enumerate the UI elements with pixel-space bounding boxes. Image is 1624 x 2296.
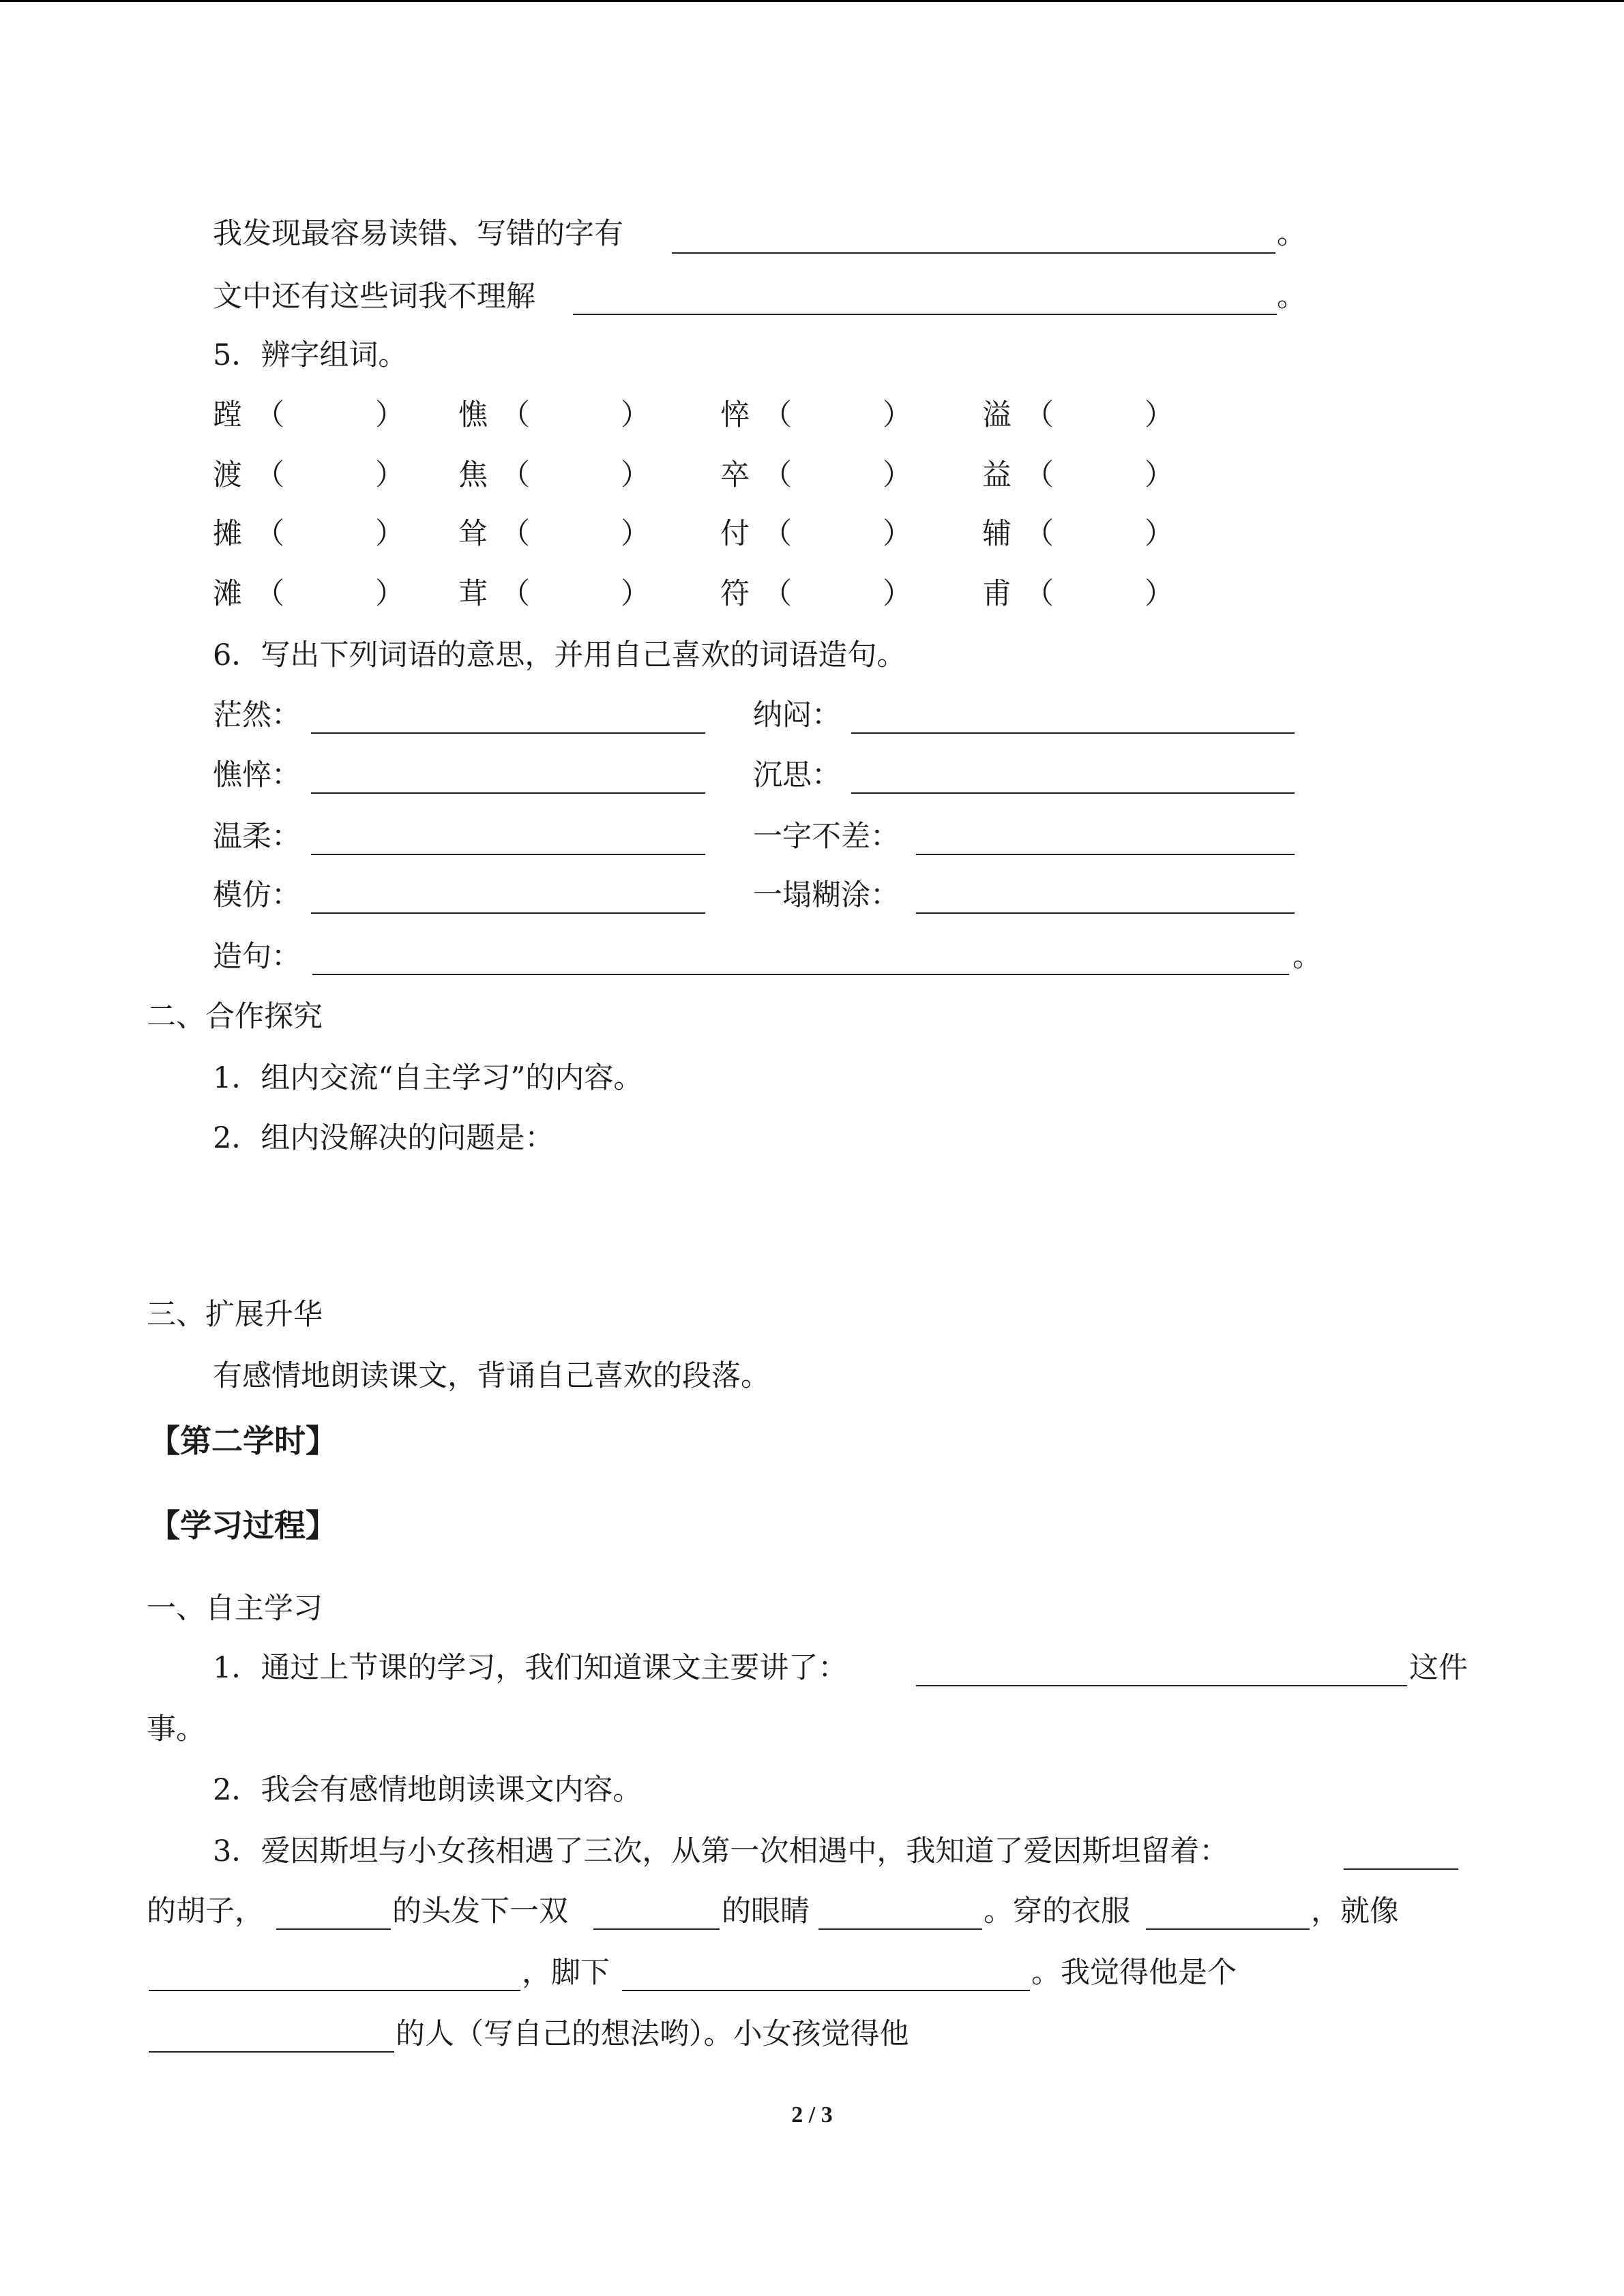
q6-right-term: 一塌糊涂： xyxy=(753,878,900,912)
q5-paren-open: （ xyxy=(763,517,792,551)
lesson2-heading: 一、自主学习 xyxy=(147,1592,323,1626)
section2-heading: 二、合作探究 xyxy=(147,1000,323,1034)
q5-paren-close: ） xyxy=(883,398,912,432)
q6-left-blank[interactable] xyxy=(311,854,705,855)
q5-paren-open: （ xyxy=(1024,398,1054,432)
q5-char: 茸 xyxy=(458,577,488,611)
person-blank[interactable] xyxy=(149,2051,394,2053)
sentence-end: 。 xyxy=(1293,940,1322,974)
q5-paren-close: ） xyxy=(1145,517,1174,551)
hair-label: 的头发下一双 xyxy=(392,1894,568,1928)
q6-left-term: 模仿： xyxy=(213,878,301,912)
section2-item1: 1．组内交流“自主学习”的内容。 xyxy=(213,1061,643,1095)
q5-paren-open: （ xyxy=(501,458,530,492)
words-prompt: 文中还有这些词我不理解 xyxy=(213,280,535,314)
q5-paren-open: （ xyxy=(763,577,792,611)
q5-char: 甫 xyxy=(982,577,1012,611)
q5-paren-close: ） xyxy=(1145,398,1174,432)
person-label: 的人（写自己的想法哟）。小女孩觉得他 xyxy=(396,2017,909,2051)
feet-label: ，脚下 xyxy=(522,1956,610,1990)
think-label: 。我觉得他是个 xyxy=(1031,1956,1237,1990)
q6-right-blank[interactable] xyxy=(916,854,1295,855)
main-content-blank[interactable] xyxy=(916,1685,1407,1686)
q5-title: 5．辨字组词。 xyxy=(213,338,408,372)
top-border xyxy=(0,0,1624,2)
clothes-lead-blank[interactable] xyxy=(818,1928,982,1930)
q5-paren-open: （ xyxy=(763,398,792,432)
q5-paren-close: ） xyxy=(621,517,650,551)
q5-paren-open: （ xyxy=(1024,517,1054,551)
q6-left-term: 憔悴： xyxy=(213,758,301,792)
q6-left-blank[interactable] xyxy=(311,732,705,734)
q5-char: 耸 xyxy=(458,517,488,551)
q5-char: 益 xyxy=(982,458,1012,492)
q6-right-term: 沉思： xyxy=(753,758,841,792)
q5-paren-open: （ xyxy=(1024,458,1054,492)
q5-char: 付 xyxy=(720,517,750,551)
q5-paren-close: ） xyxy=(1145,577,1174,611)
q6-right-blank[interactable] xyxy=(851,792,1295,794)
lesson2-item1-cont: 事。 xyxy=(147,1712,205,1746)
q6-left-blank[interactable] xyxy=(311,792,705,794)
q5-paren-open: （ xyxy=(501,577,530,611)
q5-paren-close: ） xyxy=(621,398,650,432)
learning-process-title: 【学习过程】 xyxy=(149,1507,337,1544)
feet-blank[interactable] xyxy=(622,1990,1030,1991)
sentence-label: 造句： xyxy=(213,940,301,974)
lesson2-item1-suffix: 这件 xyxy=(1409,1651,1468,1685)
section3-text: 有感情地朗读课文，背诵自己喜欢的段落。 xyxy=(213,1359,770,1393)
section3-heading: 三、扩展升华 xyxy=(147,1298,323,1332)
q5-paren-open: （ xyxy=(763,458,792,492)
q6-right-term: 一字不差： xyxy=(753,820,900,854)
q5-char: 卒 xyxy=(720,458,750,492)
clothes-label: 。穿的衣服 xyxy=(984,1894,1130,1928)
q5-paren-close: ） xyxy=(1145,458,1174,492)
q6-title: 6．写出下列词语的意思，并用自己喜欢的词语造句。 xyxy=(213,638,906,672)
words-blank[interactable] xyxy=(573,314,1277,315)
beard-label: 的胡子， xyxy=(147,1894,264,1928)
q5-paren-close: ） xyxy=(621,577,650,611)
q5-paren-open: （ xyxy=(501,517,530,551)
q5-paren-close: ） xyxy=(621,458,650,492)
sentence-blank[interactable] xyxy=(312,974,1289,975)
q5-paren-close: ） xyxy=(375,398,404,432)
mistake-prompt: 我发现最容易读错、写错的字有 xyxy=(213,217,623,251)
q5-char: 焦 xyxy=(458,458,488,492)
q5-char: 滩 xyxy=(213,577,242,611)
lesson2-item3: 3．爱因斯坦与小女孩相遇了三次，从第一次相遇中，我知道了爱因斯坦留着： xyxy=(213,1834,1229,1868)
q5-paren-open: （ xyxy=(255,577,284,611)
eyes-blank[interactable] xyxy=(593,1928,720,1930)
q5-char: 憔 xyxy=(458,398,488,432)
eyes-label: 的眼睛 xyxy=(722,1894,810,1928)
q5-paren-close: ） xyxy=(375,517,404,551)
q5-char: 辅 xyxy=(982,517,1012,551)
hair-blank[interactable] xyxy=(276,1928,391,1930)
q6-right-term: 纳闷： xyxy=(753,698,841,732)
q6-left-term: 茫然： xyxy=(213,698,301,732)
lesson2-title: 【第二学时】 xyxy=(149,1422,337,1459)
q6-left-term: 温柔： xyxy=(213,820,301,854)
section2-item2: 2．组内没解决的问题是： xyxy=(213,1121,555,1155)
q6-right-blank[interactable] xyxy=(916,912,1295,914)
clothes-blank[interactable] xyxy=(1146,1928,1310,1930)
q5-char: 蹚 xyxy=(213,398,242,432)
q5-char: 摊 xyxy=(213,517,242,551)
like-blank[interactable] xyxy=(149,1990,520,1991)
q6-right-blank[interactable] xyxy=(851,732,1295,734)
q5-paren-open: （ xyxy=(255,398,284,432)
q5-char: 符 xyxy=(720,577,750,611)
q5-char: 渡 xyxy=(213,458,242,492)
mistake-blank[interactable] xyxy=(672,252,1275,254)
q5-paren-open: （ xyxy=(501,398,530,432)
q5-char: 悴 xyxy=(720,398,750,432)
q5-paren-close: ） xyxy=(883,458,912,492)
q5-paren-close: ） xyxy=(883,517,912,551)
q5-paren-open: （ xyxy=(255,517,284,551)
q5-char: 溢 xyxy=(982,398,1012,432)
page-number: 2 / 3 xyxy=(791,2102,833,2128)
beard-blank[interactable] xyxy=(1344,1868,1458,1870)
q5-paren-open: （ xyxy=(255,458,284,492)
q5-paren-close: ） xyxy=(375,577,404,611)
like-label: ，就像 xyxy=(1311,1894,1399,1928)
lesson2-item1: 1．通过上节课的学习，我们知道课文主要讲了： xyxy=(213,1651,848,1685)
q5-paren-close: ） xyxy=(375,458,404,492)
q5-paren-close: ） xyxy=(883,577,912,611)
mistake-suffix: 。 xyxy=(1277,217,1306,251)
q6-left-blank[interactable] xyxy=(311,912,705,914)
q5-paren-open: （ xyxy=(1024,577,1054,611)
lesson2-item2: 2．我会有感情地朗读课文内容。 xyxy=(213,1773,643,1807)
words-suffix: 。 xyxy=(1277,280,1306,314)
